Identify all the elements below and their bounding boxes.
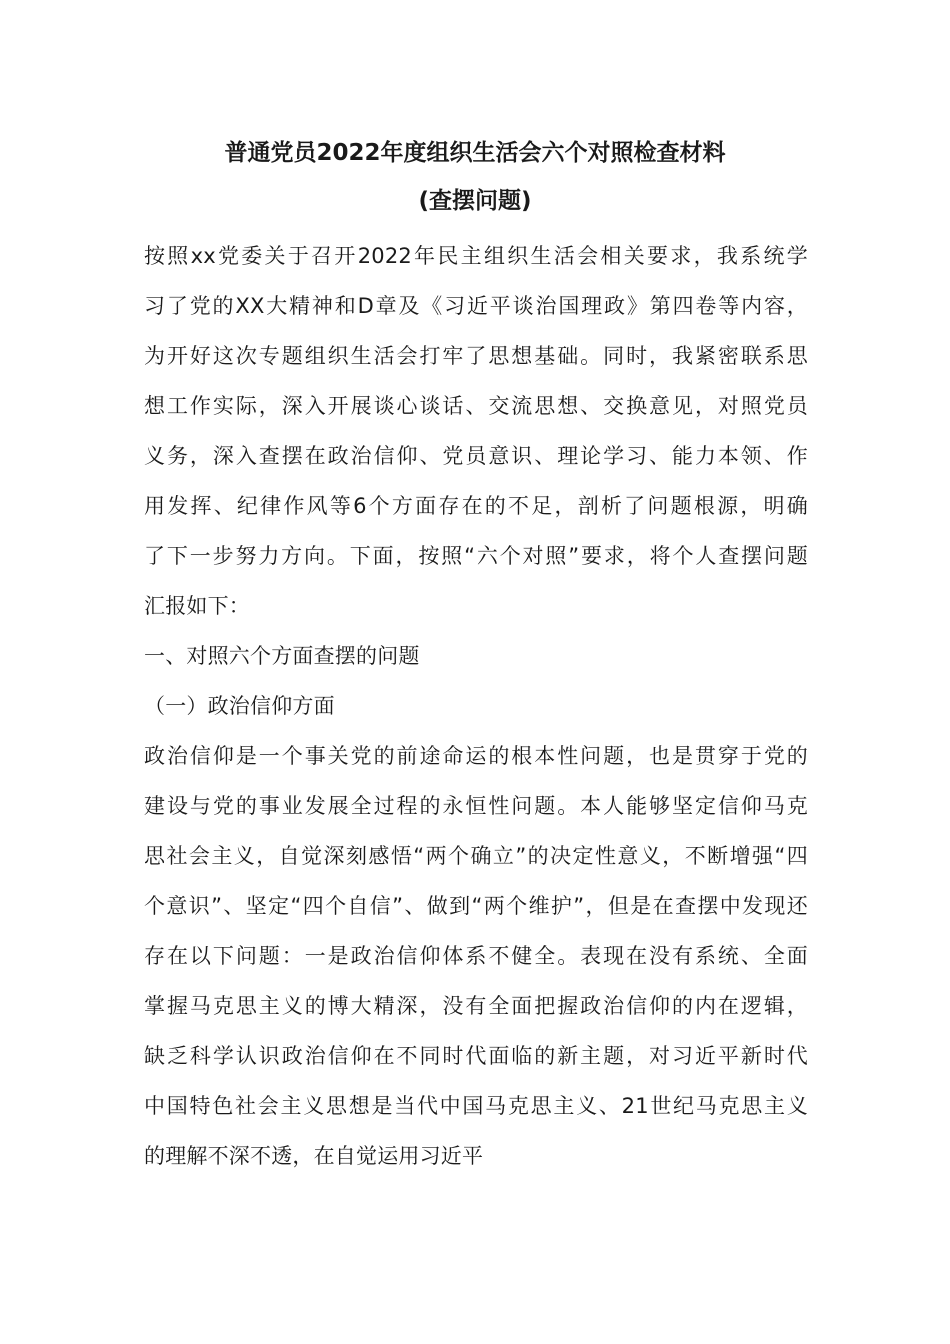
text-line: 思社会主义，自觉深刻感悟“两个确立”的决定性意义，不断增强“四	[144, 844, 808, 868]
document-subtitle: (查摆问题)	[418, 188, 532, 214]
paragraph-political-belief	[144, 731, 808, 1181]
document-title: 普通党员2022年度组织生活会六个对照检查材料	[224, 140, 726, 166]
text-line: 一、对照六个方面查摆的问题	[144, 644, 420, 668]
text-line: 存在以下问题：一是政治信仰体系不健全。表现在没有系统、全面	[144, 944, 808, 968]
text-line: 了下一步努力方向。下面，按照“六个对照”要求，将个人查摆问题	[144, 544, 808, 568]
document-body	[144, 231, 808, 1181]
text-line: 按照xx党委关于召开2022年民主组织生活会相关要求，我系统学	[144, 244, 808, 268]
text-line: 建设与党的事业发展全过程的永恒性问题。本人能够坚定信仰马克	[144, 794, 808, 818]
section-heading	[144, 631, 808, 681]
subsection-heading	[144, 681, 808, 731]
text-line: 义务，深入查摆在政治信仰、党员意识、理论学习、能力本领、作	[144, 444, 808, 468]
text-line: （一）政治信仰方面	[144, 694, 335, 718]
text-line: 用发挥、纪律作风等6个方面存在的不足，剖析了问题根源，明确	[144, 494, 808, 518]
text-line: 个意识”、坚定“四个自信”、做到“两个维护”，但是在查摆中发现还	[144, 894, 808, 918]
text-line: 习了党的XX大精神和D章及《习近平谈治国理政》第四卷等内容，	[144, 294, 808, 318]
text-line: 掌握马克思主义的博大精深，没有全面把握政治信仰的内在逻辑，	[144, 994, 808, 1018]
text-line: 为开好这次专题组织生活会打牢了思想基础。同时，我紧密联系思	[144, 344, 808, 368]
text-line: 缺乏科学认识政治信仰在不同时代面临的新主题，对习近平新时代	[144, 1044, 808, 1068]
text-line: 汇报如下：	[144, 594, 250, 618]
text-line: 的理解不深不透，在自觉运用习近平	[144, 1144, 484, 1168]
text-line: 中国特色社会主义思想是当代中国马克思主义、21世纪马克思主义	[144, 1094, 808, 1118]
text-line: 想工作实际，深入开展谈心谈话、交流思想、交换意见，对照党员	[144, 394, 808, 418]
text-line: 政治信仰是一个事关党的前途命运的根本性问题，也是贯穿于党的	[144, 744, 808, 768]
paragraph-intro	[144, 231, 808, 631]
